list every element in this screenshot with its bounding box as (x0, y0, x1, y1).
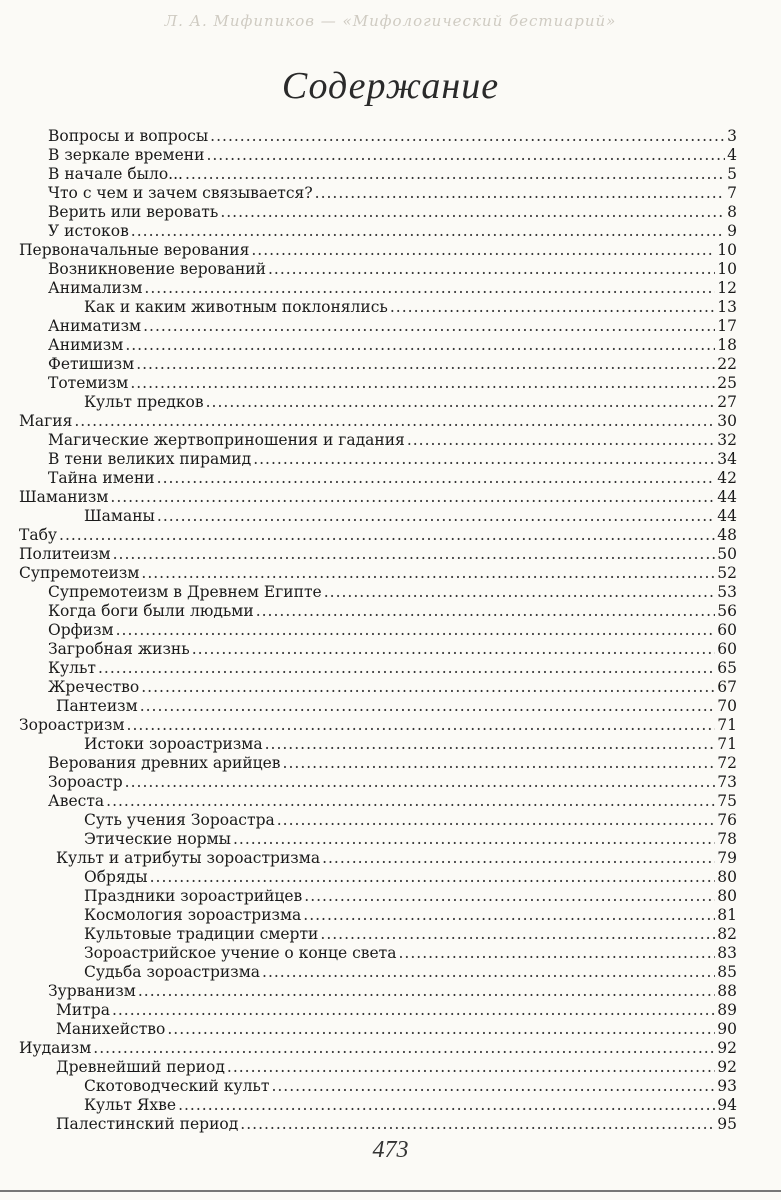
toc-entry-title: Зурванизм (48, 982, 136, 1000)
toc-entry-page: 81 (717, 906, 737, 924)
toc-entry-title: Супремотеизм в Древнем Египте (48, 583, 322, 601)
toc-entry-page: 7 (727, 184, 737, 202)
toc-entry-page: 53 (717, 583, 737, 601)
toc-entry-title: Верования древних арийцев (48, 754, 281, 772)
toc-entry-title: Орфизм (48, 621, 114, 639)
toc-entry-title: Фетишизм (48, 355, 135, 373)
toc-entry-page: 67 (717, 678, 737, 696)
toc-entry-page: 42 (717, 469, 737, 487)
toc-entry-title: Зороастризм (19, 716, 125, 734)
toc-entry-title: Суть учения Зороастра (84, 811, 275, 829)
toc-entry (56, 1113, 737, 1135)
toc-entry-page: 10 (717, 241, 737, 259)
bottom-rule (0, 1190, 781, 1192)
toc-entry-title: Митра (56, 1001, 110, 1019)
toc-entry-page: 4 (727, 146, 737, 164)
toc-entry-page: 44 (717, 488, 737, 506)
toc-entry-title: Жречество (48, 678, 140, 696)
toc-entry-title: Культ предков (84, 393, 204, 411)
running-header: Л. А. Мифипиков — «Мифологический бестиарий» (164, 12, 617, 30)
toc-entry-page: 70 (717, 697, 737, 715)
toc-entry-title: Вопросы и вопросы (48, 127, 209, 145)
toc-entry-title: Когда боги были людьми (48, 602, 254, 620)
toc-entry-title: Первоначальные верования (19, 241, 250, 259)
toc-entry-page: 80 (717, 868, 737, 886)
toc-entry-page: 13 (717, 298, 737, 316)
toc-entry-title: Праздники зороастрийцев (84, 887, 303, 905)
toc-entry-title: Магия (19, 412, 73, 430)
toc-entry-page: 71 (717, 716, 737, 734)
toc-entry-page: 71 (717, 735, 737, 753)
toc-entry-page: 30 (717, 412, 737, 430)
toc-entry-page: 85 (717, 963, 737, 981)
toc-entry-page: 52 (717, 564, 737, 582)
toc-entry-page: 34 (717, 450, 737, 468)
toc-entry-title: Возникновение верований (48, 260, 266, 278)
toc-entry-page: 17 (717, 317, 737, 335)
toc-entry-title: Магические жертвоприношения и гадания (48, 431, 405, 449)
page-title: Содержание (281, 65, 500, 107)
toc-entry-title: Верить или веровать (48, 203, 219, 221)
toc-entry-page: 88 (717, 982, 737, 1000)
toc-entry-page: 78 (717, 830, 737, 848)
toc-entry-title: Табу (19, 526, 58, 544)
toc-entry-title: Этические нормы (84, 830, 231, 848)
toc-entry-page: 94 (717, 1096, 737, 1114)
page-number: 473 (372, 1137, 409, 1163)
toc-entry-title: Зороастрийское учение о конце света (84, 944, 397, 962)
toc-entry-title: Шаманизм (19, 488, 109, 506)
toc-entry-page: 80 (717, 887, 737, 905)
toc-entry-page: 89 (717, 1001, 737, 1019)
toc-entry-page: 10 (717, 260, 737, 278)
toc-entry-title: Шаманы (84, 507, 155, 525)
toc-entry-page: 65 (717, 659, 737, 677)
toc-entry-title: Иудаизм (19, 1039, 92, 1057)
toc-entry-page: 32 (717, 431, 737, 449)
toc-entry-page: 83 (717, 944, 737, 962)
toc-entry-title: Палестинский период (56, 1115, 239, 1133)
toc-entry-title: Судьба зороастризма (84, 963, 261, 981)
toc-entry-page: 93 (717, 1077, 737, 1095)
toc-entry-title: Культ и атрибуты зороастризма (56, 849, 321, 867)
toc-entry-page: 95 (717, 1115, 737, 1133)
toc-entry-page: 82 (717, 925, 737, 943)
toc-entry-title: Культовые традиции смерти (84, 925, 319, 943)
toc-entry-title: У истоков (48, 222, 129, 240)
toc-entry-page: 3 (727, 127, 737, 145)
toc-entry-title: Истоки зороастризма (84, 735, 263, 753)
toc-entry-title: Культ (48, 659, 96, 677)
toc-entry-page: 50 (717, 545, 737, 563)
toc-entry-page: 75 (717, 792, 737, 810)
toc-entry-title: Авеста (48, 792, 105, 810)
toc-entry-page: 48 (717, 526, 737, 544)
toc-entry-page: 73 (717, 773, 737, 791)
toc-entry-page: 25 (717, 374, 737, 392)
toc-entry-page: 90 (717, 1020, 737, 1038)
toc-entry-page: 60 (717, 640, 737, 658)
toc-entry-page: 92 (717, 1039, 737, 1057)
toc-entry-page: 72 (717, 754, 737, 772)
toc-entry-title: Пантеизм (56, 697, 138, 715)
toc-entry-title: В тени великих пирамид (48, 450, 252, 468)
toc-entry-title: Загробная жизнь (48, 640, 190, 658)
toc-entry-title: Анимизм (48, 336, 124, 354)
toc-entry-title: Супремотеизм (19, 564, 140, 582)
toc-entry-page: 12 (717, 279, 737, 297)
toc-entry-title: Космология зороастризма (84, 906, 302, 924)
dot-leader (240, 1113, 715, 1135)
toc-entry-title: Обряды (84, 868, 148, 886)
toc-entry-page: 22 (717, 355, 737, 373)
toc-entry-page: 60 (717, 621, 737, 639)
toc-entry-title: Анимализм (48, 279, 143, 297)
toc-entry-title: Тотемизм (48, 374, 129, 392)
toc-entry-title: В зеркале времени (48, 146, 205, 164)
toc-entry-title: В начале было... (48, 165, 183, 183)
toc-entry-title: Политеизм (19, 545, 111, 563)
toc-entry-title: Древнейший период (56, 1058, 225, 1076)
toc-entry-title: Скотоводческий культ (84, 1077, 270, 1095)
toc-entry-page: 56 (717, 602, 737, 620)
toc-entry-page: 18 (717, 336, 737, 354)
toc-entry-title: Как и каким животным поклонялись (84, 298, 388, 316)
toc-entry-page: 5 (727, 165, 737, 183)
toc-entry-page: 27 (717, 393, 737, 411)
toc-entry-page: 76 (717, 811, 737, 829)
toc-entry-title: Культ Яхве (84, 1096, 177, 1114)
toc-entry-title: Тайна имени (48, 469, 155, 487)
toc-entry-page: 9 (727, 222, 737, 240)
toc-entry-title: Манихейство (56, 1020, 166, 1038)
toc-entry-page: 92 (717, 1058, 737, 1076)
toc-entry-page: 8 (727, 203, 737, 221)
toc-entry-title: Зороастр (48, 773, 123, 791)
toc-entry-title: Что с чем и зачем связывается? (48, 184, 313, 202)
toc-entry-title: Аниматизм (48, 317, 142, 335)
toc-entry-page: 44 (717, 507, 737, 525)
toc-entry-page: 79 (717, 849, 737, 867)
